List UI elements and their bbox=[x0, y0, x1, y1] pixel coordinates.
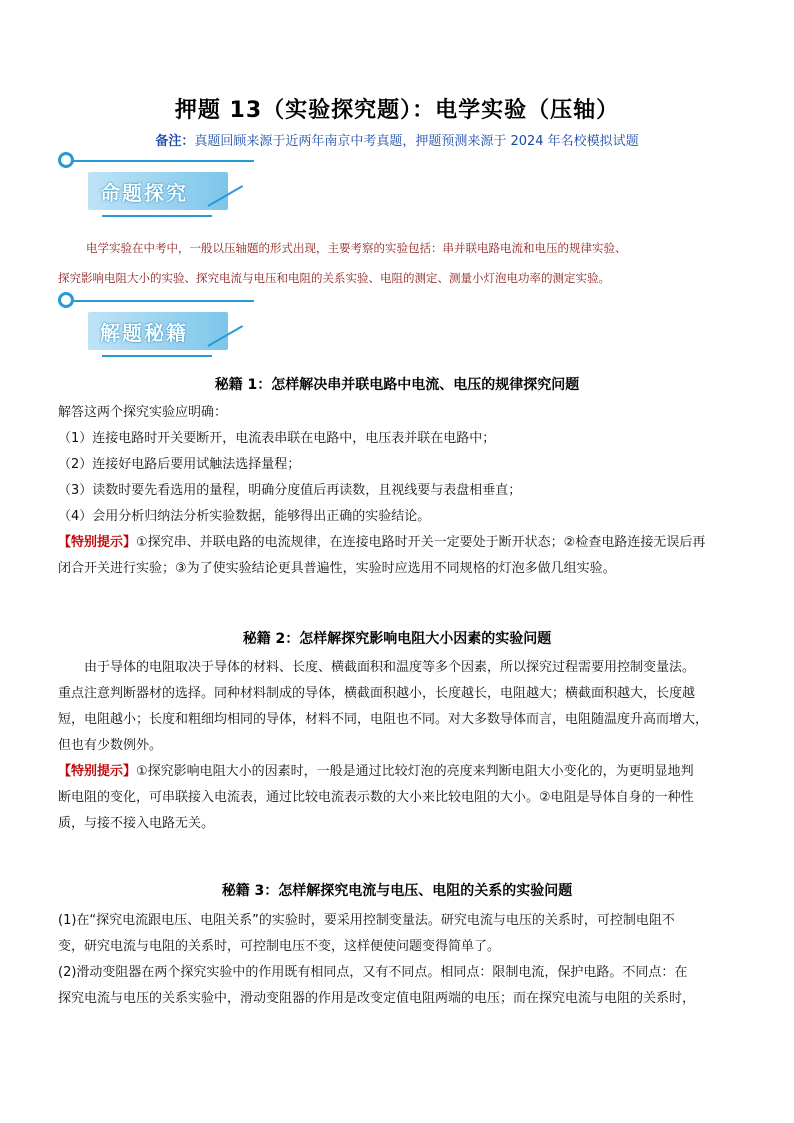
note-text: 真题回顾来源于近两年南京中考真题，押题预测来源于 2024 年名校模拟试题 bbox=[194, 134, 639, 149]
section-body bbox=[58, 400, 748, 582]
banner-label: 解题秘籍 bbox=[100, 321, 188, 345]
paragraph-line: 探究电流与电压的关系实验中，滑动变阻器的作用是改变定值电阻两端的电压；而在探究电流与电阻的关系时， bbox=[58, 991, 696, 1006]
tip-text: ①探究串、并联电路的电流规律，在连接电路时开关一定要处于断开状态；②检查电路连接无误后再 bbox=[136, 535, 706, 550]
special-tip bbox=[58, 759, 748, 785]
list-item: （3）读数时要先看选用的量程，明确分度值后再读数，且视线要与表盘相垂直； bbox=[58, 483, 522, 498]
section-body bbox=[58, 655, 748, 837]
paragraph-line: 短，电阻越小；长度和粗细均相同的导体，材料不同，电阻也不同。对大多数导体而言，电阻随温度升高而增大， bbox=[58, 712, 709, 727]
tip-text: ①探究影响电阻大小的因素时，一般是通过比较灯泡的亮度来判断电阻大小变化的，为更明显地判 bbox=[136, 764, 694, 779]
paragraph-line: 但也有少数例外。 bbox=[58, 738, 163, 753]
note-label: 备注： bbox=[155, 134, 195, 149]
banner-label: 命题探究 bbox=[100, 181, 188, 205]
list-item: （2）连接好电路后要用试触法选择量程； bbox=[58, 457, 301, 472]
paragraph-line: (1)在“探究电流跟电压、电阻关系”的实验时，要采用控制变量法。研究电流与电压的关系时，可控制电阻不 bbox=[58, 913, 675, 928]
intro-line: 电学实验在中考中，一般以压轴题的形式出现，主要考察的实验包括：串并联电路电流和电压的规律实验、 bbox=[86, 241, 627, 255]
banner-circle-icon bbox=[58, 292, 74, 308]
list-item: （4）会用分析归纳法分析实验数据，能够得出正确的实验结论。 bbox=[58, 509, 431, 524]
paragraph-line: 重点注意判断器材的选择。同种材料制成的导体，横截面积越小，长度越长，电阻越大；横截面积越大，长度越 bbox=[58, 686, 696, 701]
tip-text: 断电阻的变化，可串联接入电流表，通过比较电流表示数的大小来比较电阻的大小。②电阻是导体自身的一种性 bbox=[58, 790, 694, 805]
banner-circle-icon bbox=[58, 152, 74, 168]
intro-line: 探究影响电阻大小的实验、探究电流与电压和电阻的关系实验、电阻的测定、测量小灯泡电功率的测定实验。 bbox=[58, 271, 610, 285]
source-note bbox=[0, 130, 794, 149]
section-title: 秘籍 3：怎样解探究电流与电压、电阻的关系的实验问题 bbox=[221, 883, 573, 899]
special-tip bbox=[58, 530, 748, 556]
tip-tag: 【特别提示】 bbox=[58, 764, 137, 779]
banner-line bbox=[72, 300, 254, 302]
tip-text: 质，与接不接入电路无关。 bbox=[58, 816, 215, 831]
banner-line bbox=[102, 355, 212, 357]
tip-tag: 【特别提示】 bbox=[58, 535, 137, 550]
page-title: 押题 13（实验探究题）：电学实验（压轴） bbox=[174, 98, 620, 123]
tip-text: 闭合开关进行实验；③为了使实验结论更具普遍性，实验时应选用不同规格的灯泡多做几组实验。 bbox=[58, 561, 616, 576]
banner-secrets bbox=[58, 298, 258, 368]
banner-line bbox=[102, 215, 212, 217]
section-lead: 解答这两个探究实验应明确： bbox=[58, 405, 228, 420]
paragraph-line: (2)滑动变阻器在两个探究实验中的作用既有相同点，又有不同点。相同点：限制电流，保护电路。不同点：在 bbox=[58, 965, 688, 980]
paragraph-line: 由于导体的电阻取决于导体的材料、长度、横截面积和温度等多个因素，所以探究过程需要用控制变量法。 bbox=[84, 660, 696, 675]
banner-proposition bbox=[58, 158, 258, 228]
section-body bbox=[58, 908, 748, 1012]
list-item: （1）连接电路时开关要断开，电流表串联在电路中，电压表并联在电路中； bbox=[58, 431, 496, 446]
section-title: 秘籍 2：怎样解探究影响电阻大小因素的实验问题 bbox=[242, 631, 552, 647]
intro-paragraph bbox=[58, 233, 748, 293]
banner-line bbox=[72, 160, 254, 162]
paragraph-line: 变，研究电流与电阻的关系时，可控制电压不变，这样便使问题变得简单了。 bbox=[58, 939, 501, 954]
section-title: 秘籍 1：怎样解决串并联电路中电流、电压的规律探究问题 bbox=[214, 377, 580, 393]
